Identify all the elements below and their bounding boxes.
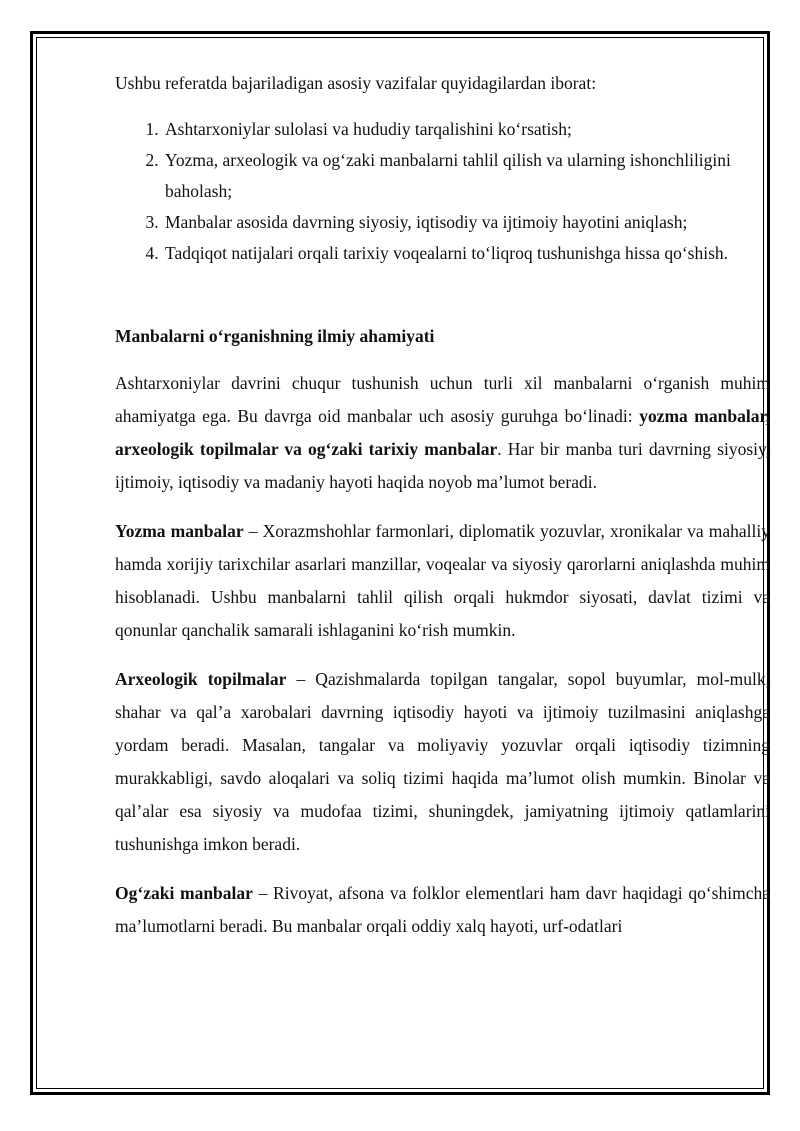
paragraph-term: Yozma manbalar xyxy=(115,521,244,541)
paragraph-text: – Rivoyat, afsona va folklor elementlari ham davr haqidagi qo‘shimcha ma’lumotlarni beradi. Bu manbalar orqali oddiy xalq hayoti, urf-odatlari xyxy=(115,883,770,936)
intro-sentence: Ushbu referatda bajariladigan asosiy vazifalar quyidagilardan iborat: xyxy=(115,73,597,93)
paragraph-text: Ashtarxoniylar davrini chuqur tushunish uchun turli xil manbalarni o‘rganish muhim ahamiyatga ega. Bu davrga oid manbalar uch asosiy guruhga bo‘linadi: xyxy=(115,373,770,426)
paragraph-emphasis: yozma manbalar, arxeologik topilmalar va og‘zaki tarixiy manbalar xyxy=(115,406,771,459)
paragraph-text: . Har bir manba turi davrning siyosiy, ijtimoiy, iqtisodiy va madaniy hayoti haqida noyob ma’lumot beradi. xyxy=(115,439,770,492)
paragraph-archaeological-finds xyxy=(115,663,770,861)
paragraph-text: – Qazishmalarda topilgan tangalar, sopol buyumlar, mol-mulk, shahar va qal’a xarobalari davrning iqtisodiy hayoti va ijtimoiy tuzilmasini aniqlashga yordam beradi. Masalan, tangalar va moliyaviy yozuvlar orqali iqtisodiy tizimning murakkabligi, savdo aloqalari va soliq tizimi haqida ma’lumot olish mumkin. Binolar va qal’alar esa siyosiy va mudofaa tizimi, shuningdek, jamiyatning ijtimoiy qatlamlarini tushunishga imkon beradi. xyxy=(115,669,770,854)
list-item: 3. Manbalar asosida davrning siyosiy, iqtisodiy va ijtimoiy hayotini aniqlash; xyxy=(163,207,770,238)
document-body xyxy=(115,68,770,943)
list-item: 1. Ashtarxoniylar sulolasi va hududiy tarqalishini ko‘rsatish; xyxy=(163,114,770,145)
section-heading: Manbalarni o‘rganishning ilmiy ahamiyati xyxy=(115,326,435,346)
paragraph-overview xyxy=(115,367,770,499)
paragraph-term: Og‘zaki manbalar xyxy=(115,883,253,903)
list-item: 2. Yozma, arxeologik va og‘zaki manbalarni tahlil qilish va ularning ishonchliligini baholash; xyxy=(163,145,770,207)
list-item: 4. Tadqiqot natijalari orqali tarixiy voqealarni to‘liqroq tushunishga hissa qo‘shish. xyxy=(163,238,770,269)
paragraph-text: – Xorazmshohlar farmonlari, diplomatik yozuvlar, xronikalar va mahalliy hamda xorijiy tarixchilar asarlari manzillar, voqealar va siyosiy qarorlarni aniqlashda muhim hisoblanadi. Ushbu manbalarni tahlil qilish orqali hukmdor siyosati, davlat tizimi va qonunlar qanchalik samarali ishlaganini ko‘rish mumkin. xyxy=(115,521,770,640)
task-list xyxy=(115,114,770,269)
paragraph-written-sources xyxy=(115,515,770,647)
paragraph-oral-sources xyxy=(115,877,770,943)
paragraph-term: Arxeologik topilmalar xyxy=(115,669,287,689)
